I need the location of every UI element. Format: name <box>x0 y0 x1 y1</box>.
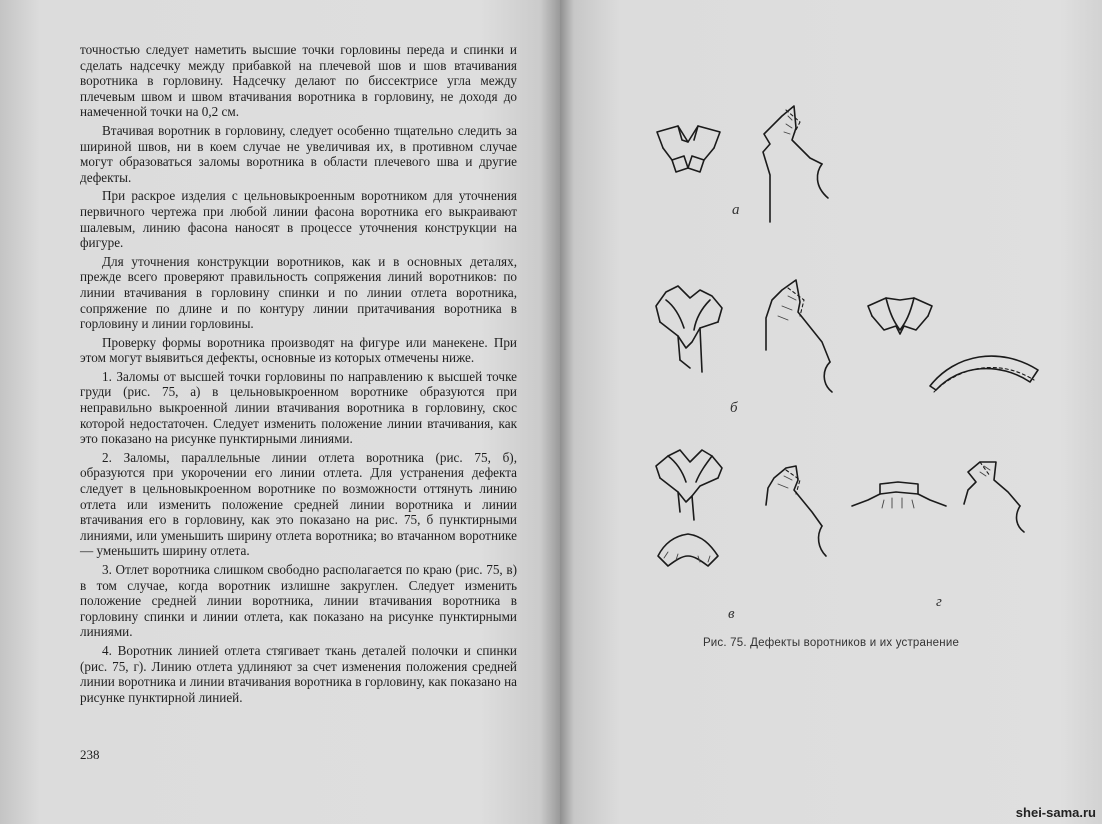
paragraph: 1. Заломы от высшей точки горловины по направлению к высшей точке груди (рис. 75, а) в цельновыкроенном воротнике образуются при неправильно выкроенной линии втачивания воротника в горловину, скос которой недостаточен. Следует изменить положение линии втачивания, как это показано на рисунке пунктирными линиями. <box>80 368 517 447</box>
page-number: 238 <box>80 747 100 762</box>
figure-g-collar <box>852 482 946 508</box>
figure-b-round-collar <box>868 298 932 334</box>
figure-g-pattern <box>964 462 1024 532</box>
paragraph: 4. Воротник линией отлета стягивает ткань деталей полочки и спинки (рис. 75, г). Линию отлета удлиняют за счет изменения положения средней линии воротника и линии втачивания воротника в горловину, как показано на рисунке пунктирной линией. <box>80 642 517 705</box>
figure-v-front-collar <box>656 450 722 520</box>
right-page <box>560 0 1102 824</box>
collar-defects-figure <box>560 0 1102 624</box>
paragraph: Втачивая воротник в горловину, следует особенно тщательно следить за шириной швов, ни в коем случае не увеличивая их, в противном случае могут образоваться заломы воротника в области плечевого шва и другие дефекты. <box>80 122 517 185</box>
body-text <box>80 42 517 705</box>
paragraph: При раскрое изделия с цельновыкроенным воротником для уточнения первичного чертежа при любой линии фасона воротника его выкраивают шалевым, линию фасона наносят в процессе уточнения конструкции на фигуре. <box>80 188 517 251</box>
paragraph: 3. Отлет воротника слишком свободно располагается по краю (рис. 75, в) в том случае, когда воротник излишне закруглен. Следует изменить положение средней линии воротника, линии втачивания воротника в горловину спинки и линии отлета, как показано на рисунке пунктирными линиями. <box>80 562 517 640</box>
figure-label-g: г <box>936 594 942 610</box>
paragraph: Для уточнения конструкции воротников, как и в основных деталях, прежде всего проверяют правильность сопряжения линий воротников: по линии втачивания в горловину спинки и по линии отлета воротника, сопряжение по длине и по контуру линии притачивания воротника в горловину и линии горловины. <box>80 253 517 332</box>
figure-v-pattern <box>766 466 826 556</box>
figure-b-front-collar <box>656 286 722 372</box>
figure-label-v: в <box>728 606 735 622</box>
figure-caption: Рис. 75. Дефекты воротников и их устранение <box>702 637 960 649</box>
paragraph: 2. Заломы, параллельные линии отлета воротника (рис. 75, б), образуются при укорочении его линии отлета. Для устранения дефекта следует в цельновыкроенном воротнике по возможности оттянуть линию отлета или изменить положение средней линии воротника и линии втачивания его в горловину, как это показано на рис. 75, б пунктирными линиями, или уменьшить ширину отлета воротника; во втачанном воротнике — уменьшить ширину отлета. <box>80 449 517 559</box>
paragraph: Проверку формы воротника производят на фигуре или манекене. При этом могут выявиться дефекты, основные из которых отмечены ниже. <box>80 334 517 366</box>
figure-label-b: б <box>730 400 738 416</box>
paragraph: точностью следует наметить высшие точки горловины переда и спинки и сделать надсечку между прибавкой на плечевой шов и шов втачивания воротника в горловину. Надсечку делают по биссектрисе угла между плечевым швом и швом втачивания воротника в горловину, не доходя до намеченной точки на 0,2 см. <box>80 42 517 120</box>
watermark: shei-sama.ru <box>1015 805 1096 820</box>
figure-b-pattern <box>766 280 832 392</box>
figure-v-collar-piece <box>658 534 718 566</box>
figure-label-a: а <box>732 202 740 218</box>
figure-b-flat-collar-piece <box>930 356 1038 392</box>
figure-a-pattern <box>763 106 828 222</box>
figure-a-front-collar <box>657 126 720 172</box>
